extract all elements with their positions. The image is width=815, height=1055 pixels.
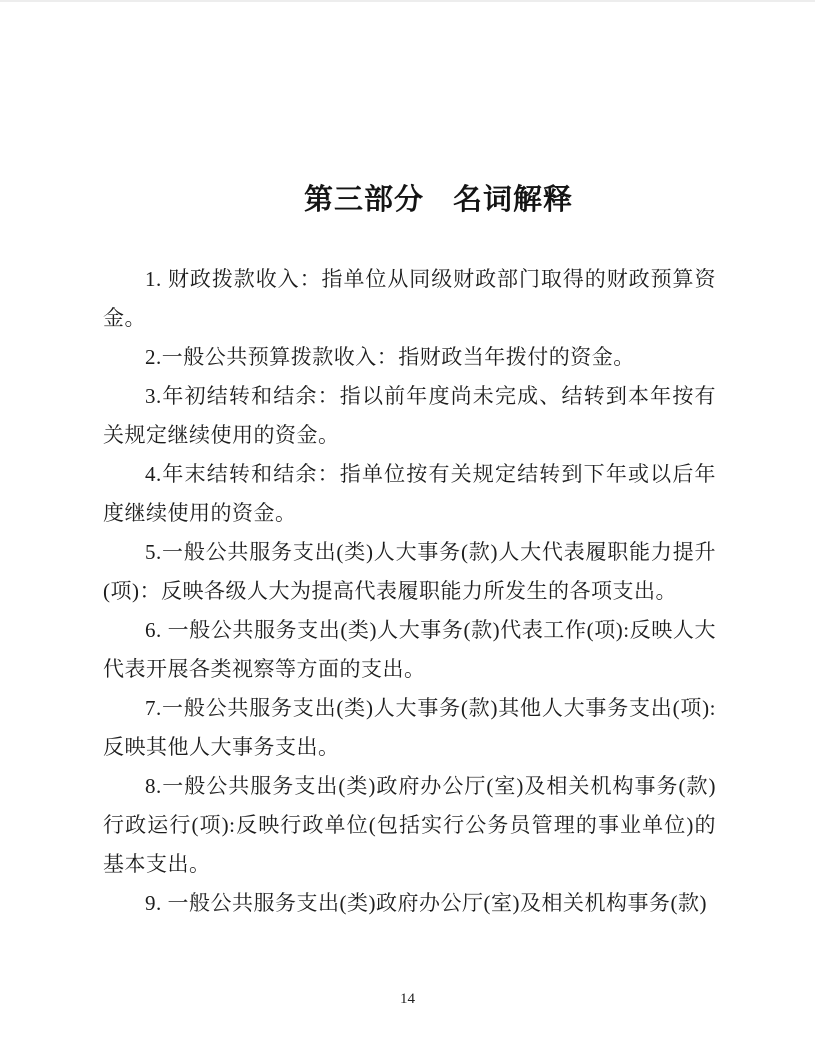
glossary-item-3: 3.年初结转和结余：指以前年度尚未完成、结转到本年按有关规定继续使用的资金。: [103, 384, 716, 447]
glossary-item-5: 5.一般公共服务支出(类)人大事务(款)人大代表履职能力提升(项)：反映各级人大为提高代表履职能力所发生的各项支出。: [103, 540, 716, 603]
document-page: [103, 183, 716, 923]
glossary-item-4: 4.年末结转和结余：指单位按有关规定结转到下年或以后年度继续使用的资金。: [103, 462, 716, 525]
page-number: 14: [400, 991, 415, 1007]
page-title: 第三部分 名词解释: [303, 182, 574, 216]
glossary-item-8: 8.一般公共服务支出(类)政府办公厅(室)及相关机构事务(款)行政运行(项):反映行政单位(包括实行公务员管理的事业单位)的基本支出。: [103, 774, 716, 876]
scan-edge-artifact: [0, 0, 815, 2]
glossary-body: [103, 260, 716, 923]
glossary-item-6: 6. 一般公共服务支出(类)人大事务(款)代表工作(项):反映人大代表开展各类视察等方面的支出。: [103, 618, 716, 681]
glossary-item-9: 9. 一般公共服务支出(类)政府办公厅(室)及相关机构事务(款): [145, 891, 707, 915]
glossary-item-1: 1. 财政拨款收入：指单位从同级财政部门取得的财政预算资金。: [103, 267, 716, 330]
glossary-item-7: 7.一般公共服务支出(类)人大事务(款)其他人大事务支出(项):反映其他人大事务支出。: [103, 696, 716, 759]
glossary-item-2: 2.一般公共预算拨款收入：指财政当年拨付的资金。: [145, 345, 635, 369]
